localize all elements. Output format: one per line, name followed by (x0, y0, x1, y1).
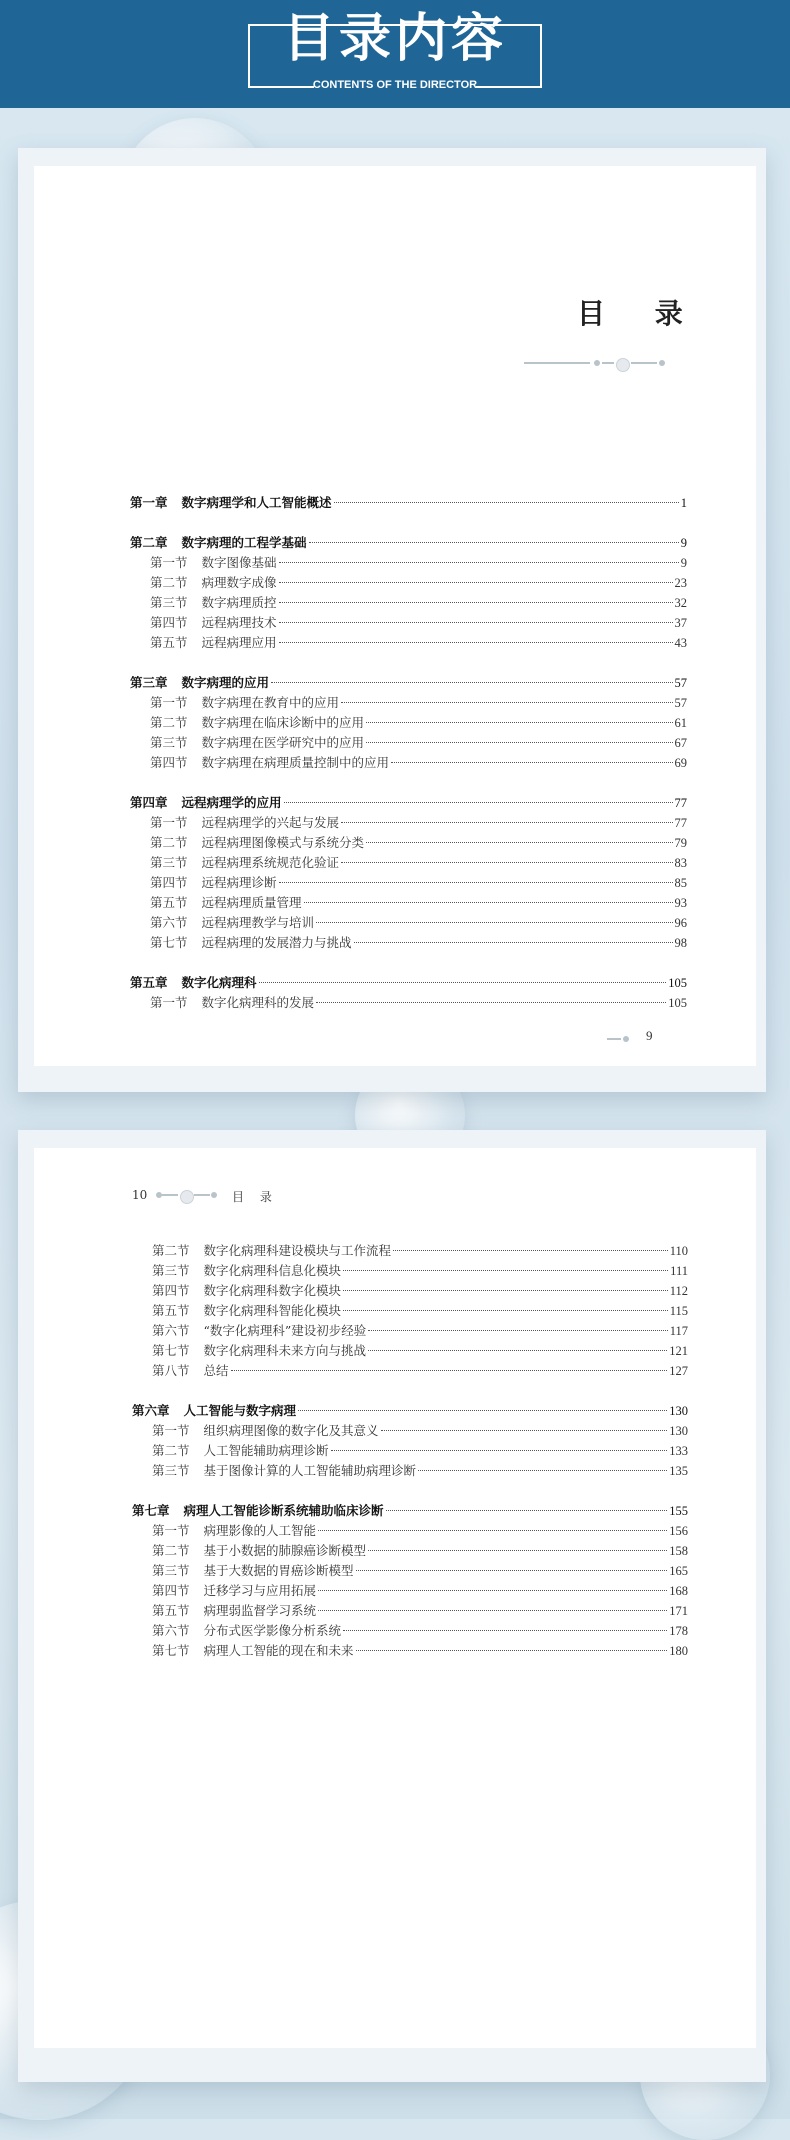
toc-section-entry[interactable] (152, 1282, 688, 1300)
toc-entry-title: 数字化病理科信息化模块 (203, 1263, 342, 1278)
toc-entry-label: 第七节 (152, 1343, 190, 1358)
toc-entry-page: 9 (680, 536, 687, 550)
toc-section-entry[interactable] (152, 1302, 688, 1320)
toc-entry-title: 远程病理图像模式与系统分类 (201, 835, 365, 850)
toc-entry-page: 57 (674, 696, 687, 710)
toc-entry-page: 37 (674, 616, 687, 630)
toc-entry-title: 基于小数据的肺腺癌诊断模型 (203, 1543, 367, 1558)
toc-entry-label: 第一节 (152, 1523, 190, 1538)
toc-section-entry[interactable] (150, 874, 687, 892)
toc-entry-page: 1 (680, 496, 687, 510)
dot-leader (343, 1289, 668, 1291)
toc-entry-page: 133 (669, 1444, 688, 1458)
dot-leader (279, 641, 673, 643)
toc-entry-page: 112 (669, 1284, 688, 1298)
toc-entry-title: 远程病理学的兴起与发展 (201, 815, 340, 830)
toc-chapter-entry[interactable] (130, 674, 687, 692)
toc-entry-title: 数字化病理科数字化模块 (203, 1283, 342, 1298)
toc-entry-page: 32 (674, 596, 687, 610)
toc-entry-title: 数字化病理科智能化模块 (203, 1303, 342, 1318)
toc-entry-label: 第三节 (150, 735, 188, 750)
toc-entry-label: 第五章 (130, 975, 168, 990)
toc-section-entry[interactable] (152, 1342, 688, 1360)
toc-entry-title: 数字化病理科 (181, 975, 257, 990)
toc-section-entry[interactable] (152, 1622, 688, 1640)
toc-entry-title: 远程病理的发展潜力与挑战 (201, 935, 352, 950)
toc-entry-label: 第三节 (150, 595, 188, 610)
toc-entry-title: 病理数字成像 (201, 575, 277, 590)
toc-entry-label: 第五节 (152, 1603, 190, 1618)
toc-entry-title: 数字病理在临床诊断中的应用 (201, 715, 365, 730)
toc-entry-title: 数字病理学和人工智能概述 (181, 495, 332, 510)
toc-entry-page: 115 (669, 1304, 688, 1318)
dot-leader (318, 1589, 667, 1591)
toc-entry-page: 83 (674, 856, 687, 870)
dot-leader (341, 861, 672, 863)
dot-leader (279, 581, 673, 583)
toc-entry-page: 156 (669, 1524, 688, 1538)
toc-entry-page: 23 (674, 576, 687, 590)
toc-section-entry[interactable] (152, 1442, 688, 1460)
toc-entry-title: 远程病理教学与培训 (201, 915, 315, 930)
dot-leader (418, 1469, 667, 1471)
dot-leader (304, 901, 673, 903)
toc-entry-title: 人工智能辅助病理诊断 (203, 1443, 329, 1458)
dot-leader (316, 1001, 666, 1003)
toc-entry-page: 77 (674, 796, 687, 810)
toc-entry-label: 第三节 (152, 1263, 190, 1278)
toc-entry-label: 第二章 (130, 535, 168, 550)
dot-leader (343, 1629, 667, 1631)
toc-entry-page: 168 (669, 1584, 688, 1598)
toc-entry-label: 第五节 (150, 635, 188, 650)
header-banner (0, 0, 790, 108)
dot-leader (381, 1429, 668, 1431)
toc-section-entry[interactable] (150, 854, 687, 872)
toc-section-entry[interactable] (152, 1262, 688, 1280)
toc-entry-title: 数字化病理科建设模块与工作流程 (203, 1243, 392, 1258)
toc-entry-label: 第二节 (152, 1243, 190, 1258)
dot-leader (279, 561, 679, 563)
toc-chapter-entry[interactable] (130, 494, 687, 512)
toc-section-entry[interactable] (150, 694, 687, 712)
toc-entry-label: 第一节 (152, 1423, 190, 1438)
toc-entry-title: 基于图像计算的人工智能辅助病理诊断 (203, 1463, 417, 1478)
toc-entry-page: 85 (674, 876, 687, 890)
toc-section-entry[interactable] (152, 1462, 688, 1480)
toc-entry-title: 远程病理诊断 (201, 875, 277, 890)
toc-section-entry[interactable] (152, 1242, 688, 1260)
toc-entry-title: 数字病理的应用 (181, 675, 270, 690)
toc-entry-page: 105 (668, 976, 687, 990)
toc-entry-label: 第六章 (132, 1403, 170, 1418)
toc-entry-title: 数字病理在教育中的应用 (201, 695, 340, 710)
toc-section-entry[interactable] (150, 934, 687, 952)
toc-section-entry[interactable] (150, 634, 687, 652)
dot-leader (356, 1569, 668, 1571)
toc-entry-page: 117 (669, 1324, 688, 1338)
toc-chapter-entry[interactable] (132, 1502, 688, 1520)
dot-leader (366, 741, 672, 743)
toc-entry-title: 组织病理图像的数字化及其意义 (203, 1423, 379, 1438)
toc-entry-page: 110 (669, 1244, 688, 1258)
toc-entry-label: 第三节 (152, 1563, 190, 1578)
toc-section-entry[interactable] (152, 1642, 688, 1660)
toc-entry-page: 57 (674, 676, 687, 690)
toc-entry-title: 病理弱监督学习系统 (203, 1603, 317, 1618)
toc-entry-label: 第七章 (132, 1503, 170, 1518)
toc-entry-page: 135 (669, 1464, 688, 1478)
toc-entry-label: 第二节 (150, 575, 188, 590)
dot-leader (393, 1249, 668, 1251)
page-number: 9 (646, 1028, 653, 1043)
toc-entry-page: 130 (669, 1404, 688, 1418)
toc-entry-page: 79 (674, 836, 687, 850)
toc-section-entry[interactable] (150, 734, 687, 752)
toc-entry-title: 远程病理质量管理 (201, 895, 302, 910)
toc-entry-label: 第六节 (152, 1323, 190, 1338)
toc-section-entry[interactable] (150, 554, 687, 572)
toc-section-entry[interactable] (152, 1602, 688, 1620)
toc-entry-page: 180 (669, 1644, 688, 1658)
toc-entry-title: 基于大数据的胃癌诊断模型 (203, 1563, 354, 1578)
page-number: 10 (132, 1188, 148, 1202)
dot-leader (309, 541, 679, 543)
toc-entry-label: 第四节 (152, 1283, 190, 1298)
toc-section-entry[interactable] (150, 914, 687, 932)
toc-section-entry[interactable] (150, 834, 687, 852)
toc-entry-title: 数字病理的工程学基础 (181, 535, 307, 550)
toc-entry-label: 第二节 (150, 835, 188, 850)
toc-entry-label: 第四节 (150, 615, 188, 630)
toc-entry-title: 远程病理系统规范化验证 (201, 855, 340, 870)
toc-entry-title: 远程病理技术 (201, 615, 277, 630)
toc-entry-page: 69 (674, 756, 687, 770)
dot-leader (386, 1509, 668, 1511)
running-head-ornament (156, 1190, 218, 1200)
toc-page-2 (34, 1148, 756, 2048)
toc-entry-title: 人工智能与数字病理 (183, 1403, 297, 1418)
toc-page-1 (34, 166, 756, 1066)
toc-entry-page: 77 (674, 816, 687, 830)
toc-entry-page: 165 (669, 1564, 688, 1578)
toc-section-entry[interactable] (152, 1422, 688, 1440)
toc-entry-page: 158 (669, 1544, 688, 1558)
dot-leader (341, 821, 672, 823)
toc-entry-page: 178 (669, 1624, 688, 1638)
toc-chapter-entry[interactable] (130, 534, 687, 552)
toc-entry-title: 数字病理在医学研究中的应用 (201, 735, 365, 750)
toc-entry-label: 第一章 (130, 495, 168, 510)
toc-entry-label: 第六节 (152, 1623, 190, 1638)
toc-section-entry[interactable] (150, 894, 687, 912)
toc-entry-label: 第一节 (150, 815, 188, 830)
toc-entry-title: 分布式医学影像分析系统 (203, 1623, 342, 1638)
toc-heading: 目 录 (577, 297, 703, 330)
toc-entry-label: 第七节 (152, 1643, 190, 1658)
dot-leader (391, 761, 672, 763)
toc-section-entry[interactable] (152, 1562, 688, 1580)
dot-leader (298, 1409, 667, 1411)
toc-entry-label: 第五节 (150, 895, 188, 910)
toc-entry-title: 远程病理应用 (201, 635, 277, 650)
toc-entry-page: 61 (674, 716, 687, 730)
toc-entry-label: 第四章 (130, 795, 168, 810)
toc-section-entry[interactable] (150, 714, 687, 732)
toc-entry-title: 病理影像的人工智能 (203, 1523, 317, 1538)
dot-leader (343, 1309, 668, 1311)
toc-entry-page: 67 (674, 736, 687, 750)
dot-leader (316, 921, 672, 923)
dot-leader (343, 1269, 668, 1271)
toc-section-entry[interactable] (150, 574, 687, 592)
toc-section-entry[interactable] (152, 1542, 688, 1560)
toc-entry-page: 111 (670, 1264, 688, 1278)
toc-entry-page: 155 (669, 1504, 688, 1518)
toc-entry-title: 数字图像基础 (201, 555, 277, 570)
toc-section-entry[interactable] (152, 1362, 688, 1380)
toc-entry-label: 第一节 (150, 555, 188, 570)
toc-entry-label: 第四节 (150, 875, 188, 890)
toc-entry-page: 96 (674, 916, 687, 930)
header-subtitle: CONTENTS OF THE DIRECTOR (312, 79, 478, 91)
toc-entry-label: 第一节 (150, 695, 188, 710)
dot-leader (354, 941, 673, 943)
toc-entry-title: 数字化病理科的发展 (201, 995, 315, 1010)
toc-entry-title: 数字病理在病理质量控制中的应用 (201, 755, 390, 770)
toc-chapter-entry[interactable] (130, 794, 687, 812)
toc-section-entry[interactable] (152, 1322, 688, 1340)
toc-entry-label: 第八节 (152, 1363, 190, 1378)
toc-section-entry[interactable] (150, 814, 687, 832)
dot-leader (279, 621, 673, 623)
dot-leader (318, 1609, 667, 1611)
dot-leader (284, 801, 673, 803)
toc-entry-label: 第三节 (152, 1463, 190, 1478)
dot-leader (368, 1349, 667, 1351)
toc-chapter-entry[interactable] (130, 974, 687, 992)
dot-leader (231, 1369, 668, 1371)
toc-entry-title: “数字化病理科”建设初步经验 (203, 1323, 367, 1338)
toc-entry-title: 总结 (203, 1363, 229, 1378)
toc-section-entry[interactable] (150, 994, 687, 1012)
dot-leader (318, 1529, 667, 1531)
toc-entry-page: 127 (669, 1364, 688, 1378)
toc-entry-title: 迁移学习与应用拓展 (203, 1583, 317, 1598)
dot-leader (368, 1329, 667, 1331)
dot-leader (279, 601, 673, 603)
dot-leader (279, 881, 673, 883)
dot-leader (366, 841, 672, 843)
dot-leader (259, 981, 667, 983)
dot-leader (368, 1549, 667, 1551)
dot-leader (366, 721, 672, 723)
header-title: 目录内容 (282, 9, 507, 69)
toc-entry-label: 第五节 (152, 1303, 190, 1318)
dot-leader (334, 501, 679, 503)
toc-section-entry[interactable] (152, 1582, 688, 1600)
toc-entry-label: 第六节 (150, 915, 188, 930)
toc-section-entry[interactable] (150, 614, 687, 632)
toc-entry-label: 第二节 (150, 715, 188, 730)
toc-entry-page: 9 (680, 556, 687, 570)
toc-entry-title: 数字化病理科未来方向与挑战 (203, 1343, 367, 1358)
dot-leader (341, 701, 672, 703)
dot-leader (271, 681, 672, 683)
dot-leader (356, 1649, 668, 1651)
toc-entry-label: 第七节 (150, 935, 188, 950)
toc-entry-title: 病理人工智能诊断系统辅助临床诊断 (183, 1503, 384, 1518)
toc-entry-label: 第二节 (152, 1443, 190, 1458)
toc-entry-label: 第三节 (150, 855, 188, 870)
toc-entry-label: 第二节 (152, 1543, 190, 1558)
heading-ornament (524, 358, 666, 368)
toc-entry-page: 171 (669, 1604, 688, 1618)
toc-entry-page: 105 (668, 996, 687, 1010)
toc-entry-label: 第一节 (150, 995, 188, 1010)
toc-chapter-entry[interactable] (132, 1402, 688, 1420)
dot-leader (331, 1449, 668, 1451)
toc-entry-page: 130 (669, 1424, 688, 1438)
toc-section-entry[interactable] (152, 1522, 688, 1540)
toc-entry-page: 43 (674, 636, 687, 650)
toc-section-entry[interactable] (150, 754, 687, 772)
running-head: 目 录 (232, 1190, 278, 1204)
toc-entry-label: 第四节 (152, 1583, 190, 1598)
toc-entry-page: 121 (669, 1344, 688, 1358)
toc-entry-title: 病理人工智能的现在和未来 (203, 1643, 354, 1658)
toc-entry-page: 93 (674, 896, 687, 910)
toc-entry-label: 第三章 (130, 675, 168, 690)
toc-section-entry[interactable] (150, 594, 687, 612)
toc-entry-title: 远程病理学的应用 (181, 795, 282, 810)
toc-entry-title: 数字病理质控 (201, 595, 277, 610)
toc-entry-label: 第四节 (150, 755, 188, 770)
footer-ornament (607, 1034, 629, 1044)
toc-entry-page: 98 (674, 936, 687, 950)
